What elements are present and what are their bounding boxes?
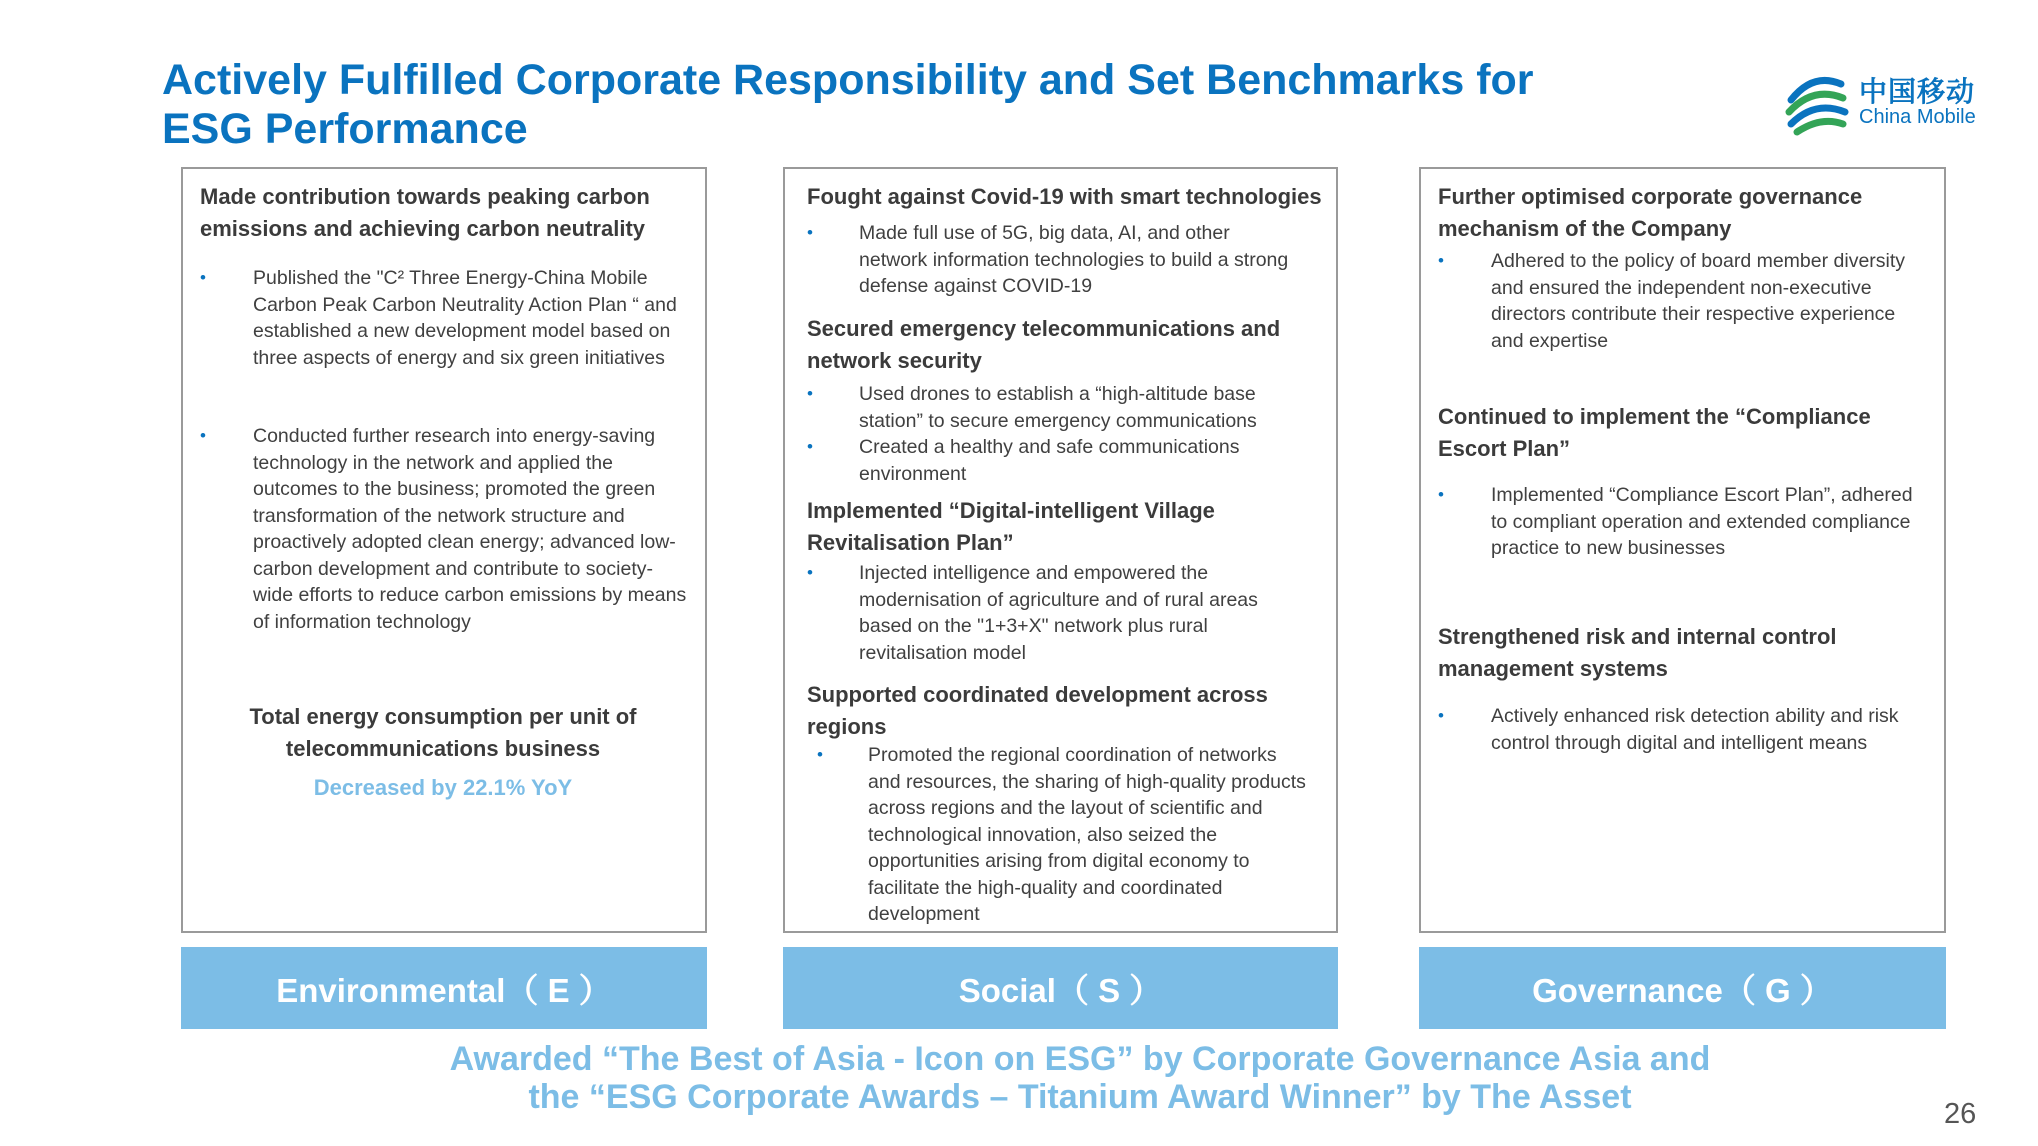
- social-heading-2: Secured emergency telecommunications and network security: [807, 316, 1281, 373]
- bullet-icon: •: [807, 563, 813, 582]
- environmental-bullet-2: Conducted further research into energy-saving technology in the network and applied the outcomes to the business; promoted the green transformation of the network structure and proactively adopted clean energy; advanced low-carbon development and contribute to society-wide efforts to reduce carbon emissions by means of information technology: [253, 425, 687, 633]
- social-bullet-1: Made full use of 5G, big data, AI, and other network information technologies to build a strong defense against COVID-19: [859, 222, 1289, 297]
- environmental-panel: [181, 167, 707, 933]
- environmental-metric-label: Total energy consumption per unit of telecommunications business: [249, 704, 637, 761]
- page-title-line-2: ESG Performance: [162, 105, 528, 153]
- social-heading-1: Fought against Covid-19 with smart technologies: [807, 184, 1322, 209]
- social-bullet-4: Injected intelligence and empowered the modernisation of agriculture and of rural areas based on the "1+3+X" network plus rural revitalisation model: [859, 562, 1258, 664]
- page-number: 26: [1944, 1098, 1977, 1130]
- governance-label: Governance（ G ）: [1419, 947, 1946, 1029]
- social-bullet-5: Promoted the regional coordination of networks and resources, the sharing of high-quality products across regions and the layout of scientific and technological innovation, also seized the opportunities arising from digital economy to facilitate the high-quality and coordinated development: [868, 744, 1306, 925]
- bullet-icon: •: [807, 437, 813, 456]
- china-mobile-logo-icon: [1783, 66, 1851, 138]
- environmental-bullet-1: Published the "C² Three Energy-China Mobile Carbon Peak Carbon Neutrality Action Plan “ and established a new development model based on three aspects of energy and six green initiatives: [253, 267, 677, 369]
- governance-heading-3: Strengthened risk and internal control management systems: [1438, 624, 1837, 681]
- award-statement: [300, 1040, 1860, 1116]
- company-logo: [1783, 66, 1993, 138]
- award-line-1: Awarded “The Best of Asia - Icon on ESG” by Corporate Governance Asia and: [449, 1040, 1711, 1078]
- bullet-icon: •: [200, 426, 206, 445]
- governance-heading-2: Continued to implement the “Compliance Escort Plan”: [1438, 404, 1871, 461]
- logo-chinese-text: 中国移动: [1859, 76, 1976, 107]
- social-bullet-3: Created a healthy and safe communications environment: [859, 436, 1240, 485]
- environmental-heading: Made contribution towards peaking carbon emissions and achieving carbon neutrality: [200, 184, 650, 241]
- governance-bullet-3: Actively enhanced risk detection ability and risk control through digital and intelligent means: [1491, 705, 1899, 754]
- governance-bullet-2: Implemented “Compliance Escort Plan”, adhered to compliant operation and extended compliance practice to new businesses: [1491, 484, 1913, 559]
- governance-panel: [1419, 167, 1946, 933]
- logo-english-text: China Mobile: [1859, 106, 1976, 128]
- bullet-icon: •: [807, 384, 813, 403]
- bullet-icon: •: [807, 223, 813, 242]
- bullet-icon: •: [1438, 706, 1444, 725]
- social-panel: [783, 167, 1338, 933]
- page-title: [162, 56, 1582, 154]
- environmental-metric-value: Decreased by 22.1% YoY: [313, 775, 573, 800]
- environmental-label: Environmental（ E ）: [181, 947, 707, 1029]
- bullet-icon: •: [1438, 485, 1444, 504]
- bullet-icon: •: [200, 268, 206, 287]
- social-bullet-2: Used drones to establish a “high-altitude base station” to secure emergency communications: [859, 383, 1257, 432]
- bullet-icon: •: [817, 745, 823, 764]
- page-title-line-1: Actively Fulfilled Corporate Responsibility and Set Benchmarks for: [162, 56, 1534, 104]
- social-heading-3: Implemented “Digital-intelligent Village Revitalisation Plan”: [807, 498, 1215, 555]
- award-line-2: the “ESG Corporate Awards – Titanium Award Winner” by The Asset: [528, 1078, 1632, 1116]
- governance-bullet-1: Adhered to the policy of board member diversity and ensured the independent non-executive directors contribute their respective experience and expertise: [1491, 250, 1906, 352]
- bullet-icon: •: [1438, 251, 1444, 270]
- social-label: Social（ S ）: [783, 947, 1338, 1029]
- governance-heading-1: Further optimised corporate governance mechanism of the Company: [1438, 184, 1863, 241]
- social-heading-4: Supported coordinated development across regions: [807, 682, 1268, 739]
